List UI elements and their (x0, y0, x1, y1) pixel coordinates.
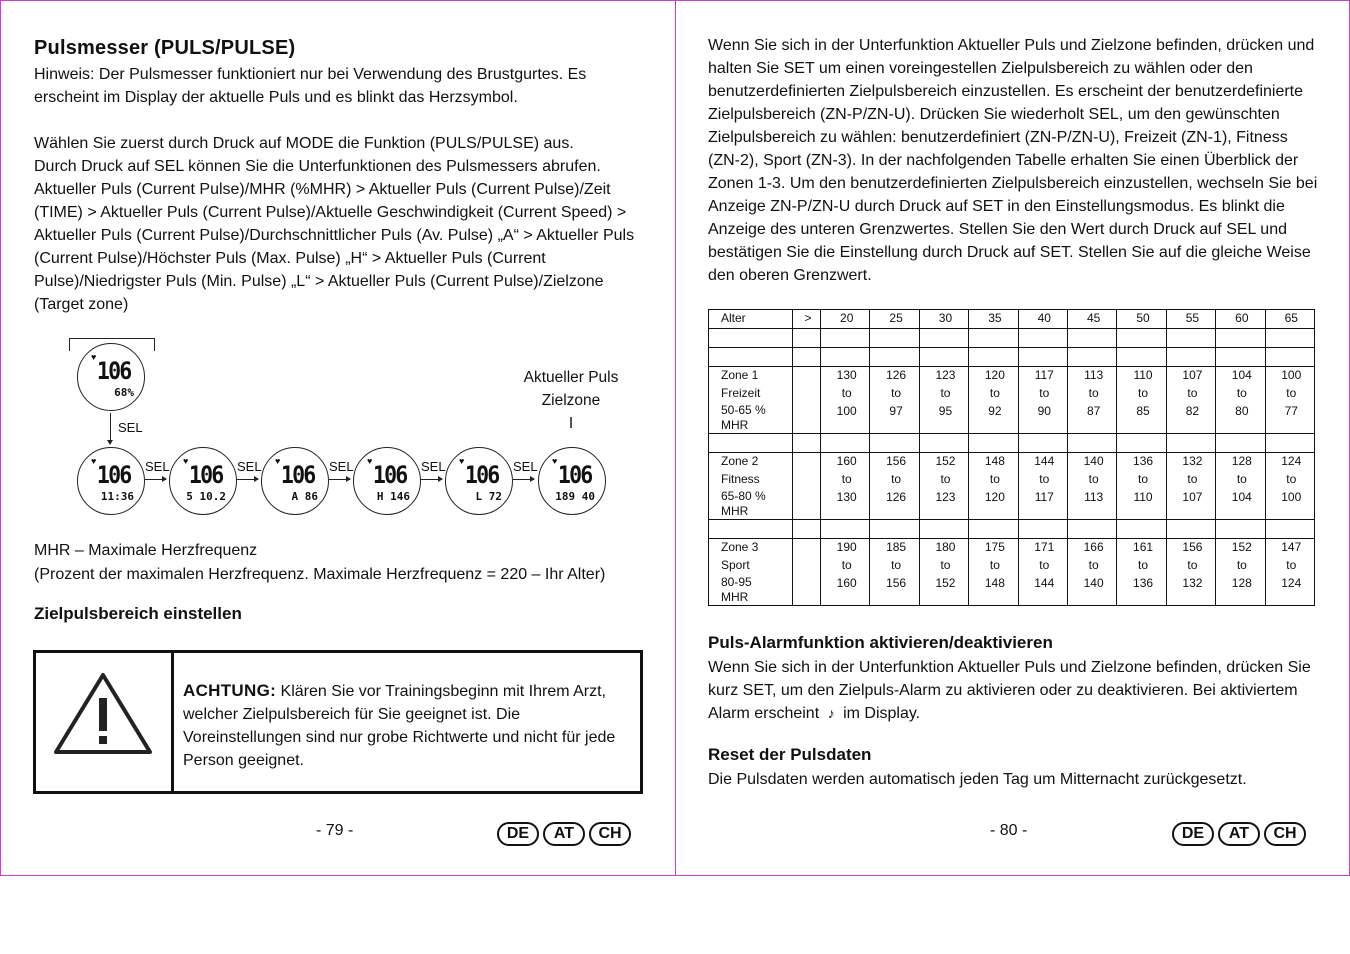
country-badge-ch: CH (1264, 822, 1306, 846)
watch-display: ♥ 106 11:36 (77, 447, 145, 515)
sel-label: SEL (118, 420, 143, 435)
target-zone-intro: Wenn Sie sich in der Unterfunktion Aktueller Puls und Zielzone befinden, drücken und halten Sie SET um einen voreingestellen Zielpulsbereich zu wählen oder den benutzerdefinierten Zielpulsbereich einzustellen. Es erscheint der benutzerdefinierte Zielpulsbereich (ZN-P/ZN-U). Drücken Sie wiederholt SEL, um den gewünschten Zielpulsbereich zu wählen: benutzerdefiniert (ZN-P/ZN-U), Freizeit (ZN-1), Fitness (ZN-2), Sport (ZN-3). In der nachfolgenden Tabelle erhalten Sie einen Überblick der Zonen 1-3. Um den benutzerdefinierten Zielpulsbereich einzustellen, wechseln Sie bei Anzeige ZN-P/ZN-U durch Druck auf SET in den Einstellungsmodus. Es blinkt die Anzeige des unteren Grenzwertes. Stellen Sie den Wert durch Druck auf SEL und bestätigen Sie die Einstellung durch Druck auf SET. Stellen Sie auf die gleiche Weise den oberen Grenzwert. (708, 37, 1318, 284)
warning-label: ACHTUNG: (183, 681, 277, 700)
warning-box (33, 650, 643, 794)
down-arrow-head (107, 440, 113, 445)
table-row (709, 520, 1315, 539)
table-row: 65-80 % MHR 130 126 123 120 117 113 110 107 104 100 (709, 489, 1315, 520)
watch-display: ♥ 106 5 10.2 (169, 447, 237, 515)
mode-paragraph: Wählen Sie zuerst durch Druck auf MODE die Funktion (PULS/PULSE) aus. (34, 135, 574, 152)
sel-label: SEL (421, 459, 446, 474)
right-arrow (237, 479, 258, 480)
country-badge-at: AT (543, 822, 585, 846)
warning-text (183, 679, 633, 772)
heart-icon: ♥ (91, 456, 97, 466)
right-arrow (421, 479, 442, 480)
right-arrow (513, 479, 534, 480)
page-title: Pulsmesser (PULS/PULSE) (34, 37, 296, 59)
country-badge-de: DE (497, 822, 539, 846)
reset-text: Die Pulsdaten werden automatisch jeden Tag um Mitternacht zurückgesetzt. (708, 771, 1247, 788)
watch-display: ♥ 106 189 40 (538, 447, 606, 515)
zone-title: Zielpulsbereich einstellen (34, 604, 242, 623)
mhr-text: (Prozent der maximalen Herzfrequenz. Maximale Herzfrequenz = 220 – Ihr Alter) (34, 566, 606, 583)
watch-display: ♥ 106 L 72 (445, 447, 513, 515)
reset-title: Reset der Pulsdaten (708, 745, 872, 764)
table-row: Freizeit to to to to to to to to to to (709, 385, 1315, 403)
subfunction-sequence: Aktueller Puls (Current Pulse)/MHR (%MHR) > Aktueller Puls (Current Pulse)/Zeit (TIME) > Aktueller Puls (Current Pulse)/Aktuelle Geschwindigkeit (Current Speed) > Aktueller Puls (Current Pulse)/Durchschnittlicher Puls (Av. Pulse) „A“ > Aktueller Puls (Current Pulse)/Höchster Puls (Max. Pulse) „H“ > Aktueller Puls (Current Pulse)/Niedrigster Puls (Min. Pulse) „L“ > Aktueller Puls (Current Pulse)/Zielzone (Target zone) (34, 181, 635, 313)
alarm-bell-icon: ♪ (827, 705, 835, 721)
table-row (709, 348, 1315, 367)
heart-icon: ♥ (367, 456, 373, 466)
diagram-label-line: I (568, 415, 574, 432)
warning-body: Klären Sie vor Trainingsbeginn mit Ihrem Arzt, welcher Zielpulsbereich für Sie geeignet ist. Die Voreinstellungen sind nur grobe Richtwerte und nicht für jede Person geeignet. (183, 683, 616, 769)
country-badge-ch: CH (589, 822, 631, 846)
table-row: Zone 3 190 185 180 175 171 166 161 156 152 147 (709, 539, 1315, 558)
table-row (709, 329, 1315, 348)
page-number: - 79 - (316, 822, 354, 839)
watch-display: ♥ 106 A 86 (261, 447, 329, 515)
table-row: Fitness to to to to to to to to to to (709, 471, 1315, 489)
table-row: 80-95 MHR 160 156 152 148 144 140 136 132 128 124 (709, 575, 1315, 606)
down-arrow (110, 413, 111, 443)
table-header-row: Alter > 20 25 30 35 40 45 50 55 60 65 (709, 310, 1315, 329)
table-row: Sport to to to to to to to to to to (709, 557, 1315, 575)
heart-icon: ♥ (183, 456, 189, 466)
right-arrow (145, 479, 166, 480)
watch-display: ♥ 106 H 146 (353, 447, 421, 515)
table-row: Zone 2 160 156 152 148 144 140 136 132 128 124 (709, 453, 1315, 472)
warning-triangle-icon (36, 653, 171, 791)
warning-icon-cell (36, 653, 174, 791)
sel-label: SEL (329, 459, 354, 474)
country-badges (493, 822, 631, 846)
diagram-label-line: Aktueller Puls (523, 369, 619, 386)
page-number: - 80 - (990, 822, 1028, 839)
sel-label: SEL (145, 459, 170, 474)
heart-icon: ♥ (91, 352, 97, 362)
alarm-text: Wenn Sie sich in der Unterfunktion Aktueller Puls und Zielzone befinden, drücken Sie kurz SET, um den Zielpuls-Alarm zu aktivieren oder zu deaktivieren. Bei aktiviertem Alarm erscheint ♪ im Display. (708, 656, 1320, 725)
right-arrow (329, 479, 350, 480)
sel-label: SEL (237, 459, 262, 474)
sel-label: SEL (513, 459, 538, 474)
table-row (709, 434, 1315, 453)
country-badge-de: DE (1172, 822, 1214, 846)
country-badge-at: AT (1218, 822, 1260, 846)
country-badges (1168, 822, 1306, 846)
hint-paragraph: Hinweis: Der Pulsmesser funktioniert nur bei Verwendung des Brustgurtes. Es erscheint im Display der aktuelle Puls und es blinkt das Herzsymbol. (34, 66, 587, 106)
diagram-label-line: Zielzone (541, 392, 601, 409)
heart-icon: ♥ (459, 456, 465, 466)
heart-icon: ♥ (552, 456, 558, 466)
table-row: Zone 1 130 126 123 120 117 113 110 107 104 100 (709, 367, 1315, 386)
table-row: 50-65 % MHR 100 97 95 92 90 87 85 82 80 77 (709, 403, 1315, 434)
sel-paragraph: Durch Druck auf SEL können Sie die Unterfunktionen des Pulsmessers abrufen. (34, 158, 601, 175)
heart-icon: ♥ (275, 456, 281, 466)
target-zone-table (708, 309, 1315, 606)
alarm-title: Puls-Alarmfunktion aktivieren/deaktivieren (708, 633, 1053, 652)
mhr-title: MHR – Maximale Herzfrequenz (34, 542, 258, 559)
watch-display: ♥ 106 68% (77, 343, 145, 411)
